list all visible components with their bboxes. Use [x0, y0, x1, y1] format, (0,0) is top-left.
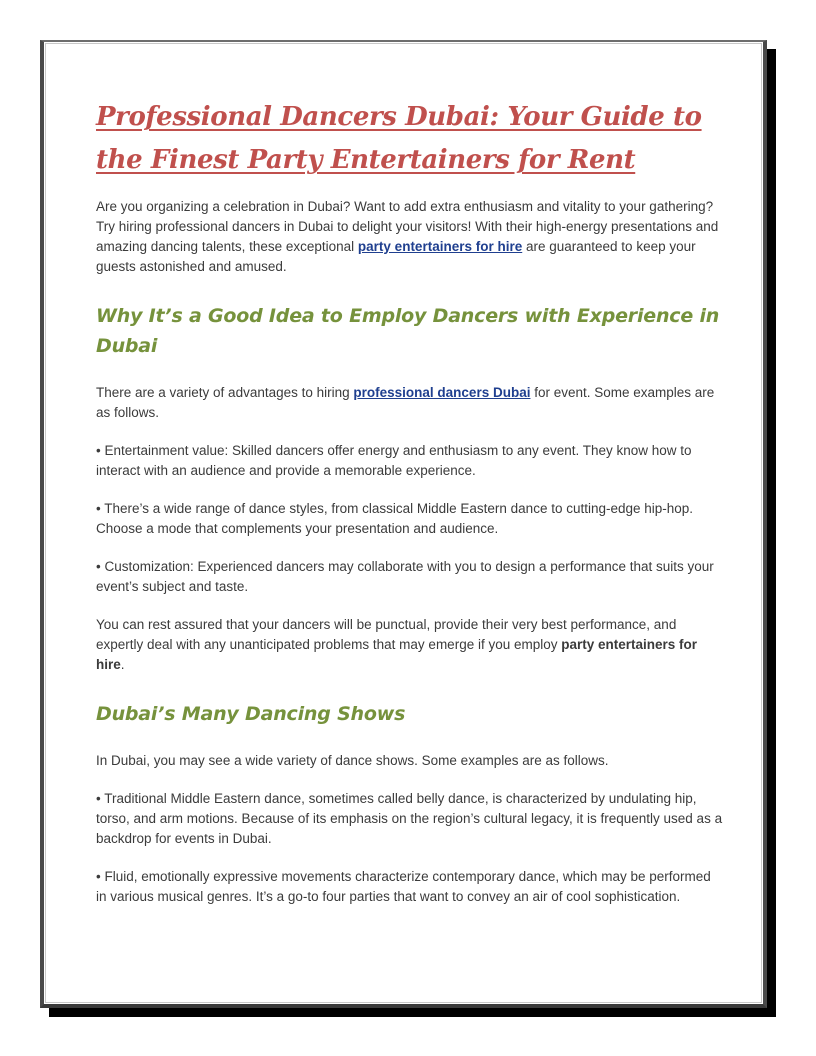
dance-shows-intro-paragraph: In Dubai, you may see a wide variety of dance shows. Some examples are as follows.	[96, 753, 609, 768]
professional-dancers-link[interactable]: professional dancers Dubai	[353, 385, 531, 400]
party-entertainers-bold: party entertainers for hire	[96, 637, 698, 672]
advantages-text-end: for event. Some examples are as follows.	[96, 385, 715, 420]
intro-paragraph	[96, 197, 724, 277]
bullet-customization: • Customization: Experienced dancers may collaborate with you to design a performance that suits your event’s subject and taste.	[96, 559, 714, 594]
bullet-entertainment-value: • Entertainment value: Skilled dancers offer energy and enthusiasm to any event. They know how to interact with an audience and provide a memorable experience.	[96, 443, 692, 478]
advantages-text-start: There are a variety of advantages to hiring	[96, 385, 354, 400]
advantages-intro-paragraph	[96, 383, 724, 423]
closing-text-end: .	[120, 657, 125, 672]
closing-paragraph	[96, 615, 724, 675]
section-heading-why-employ: Why It’s a Good Idea to Employ Dancers with Experience in Dubai	[96, 305, 720, 357]
party-entertainers-link[interactable]: party entertainers for hire	[357, 239, 523, 254]
page-title: Professional Dancers Dubai: Your Guide to the Finest Party Entertainers for Rent	[96, 102, 702, 175]
closing-text-start: You can rest assured that your dancers will be punctual, provide their very best performance, and expertly deal with any unanticipated problems that may emerge if you employ	[96, 617, 677, 652]
document-body	[96, 96, 724, 907]
intro-text-end: are guaranteed to keep your guests astonished and amused.	[96, 239, 696, 274]
intro-text-start: Are you organizing a celebration in Dubai? Want to add extra enthusiasm and vitality to your gathering? Try hiring professional dancers in Dubai to delight your visitors! With their high-energy presentations and amazing dancing talents, these exceptional	[96, 199, 719, 254]
section-heading-dancing-shows: Dubai’s Many Dancing Shows	[96, 703, 406, 725]
bullet-middle-eastern-dance: • Traditional Middle Eastern dance, sometimes called belly dance, is characterized by undulating hip, torso, and arm motions. Because of its emphasis on the region’s cultural legacy, it is frequently used as a backdrop for events in Dubai.	[96, 791, 723, 846]
bullet-dance-styles: • There’s a wide range of dance styles, from classical Middle Eastern dance to cutting-edge hip-hop. Choose a mode that complements your presentation and audience.	[96, 501, 694, 536]
bullet-contemporary-dance: • Fluid, emotionally expressive movements characterize contemporary dance, which may be performed in various musical genres. It’s a go-to four parties that want to convey an air of cool sophistication.	[96, 869, 711, 904]
